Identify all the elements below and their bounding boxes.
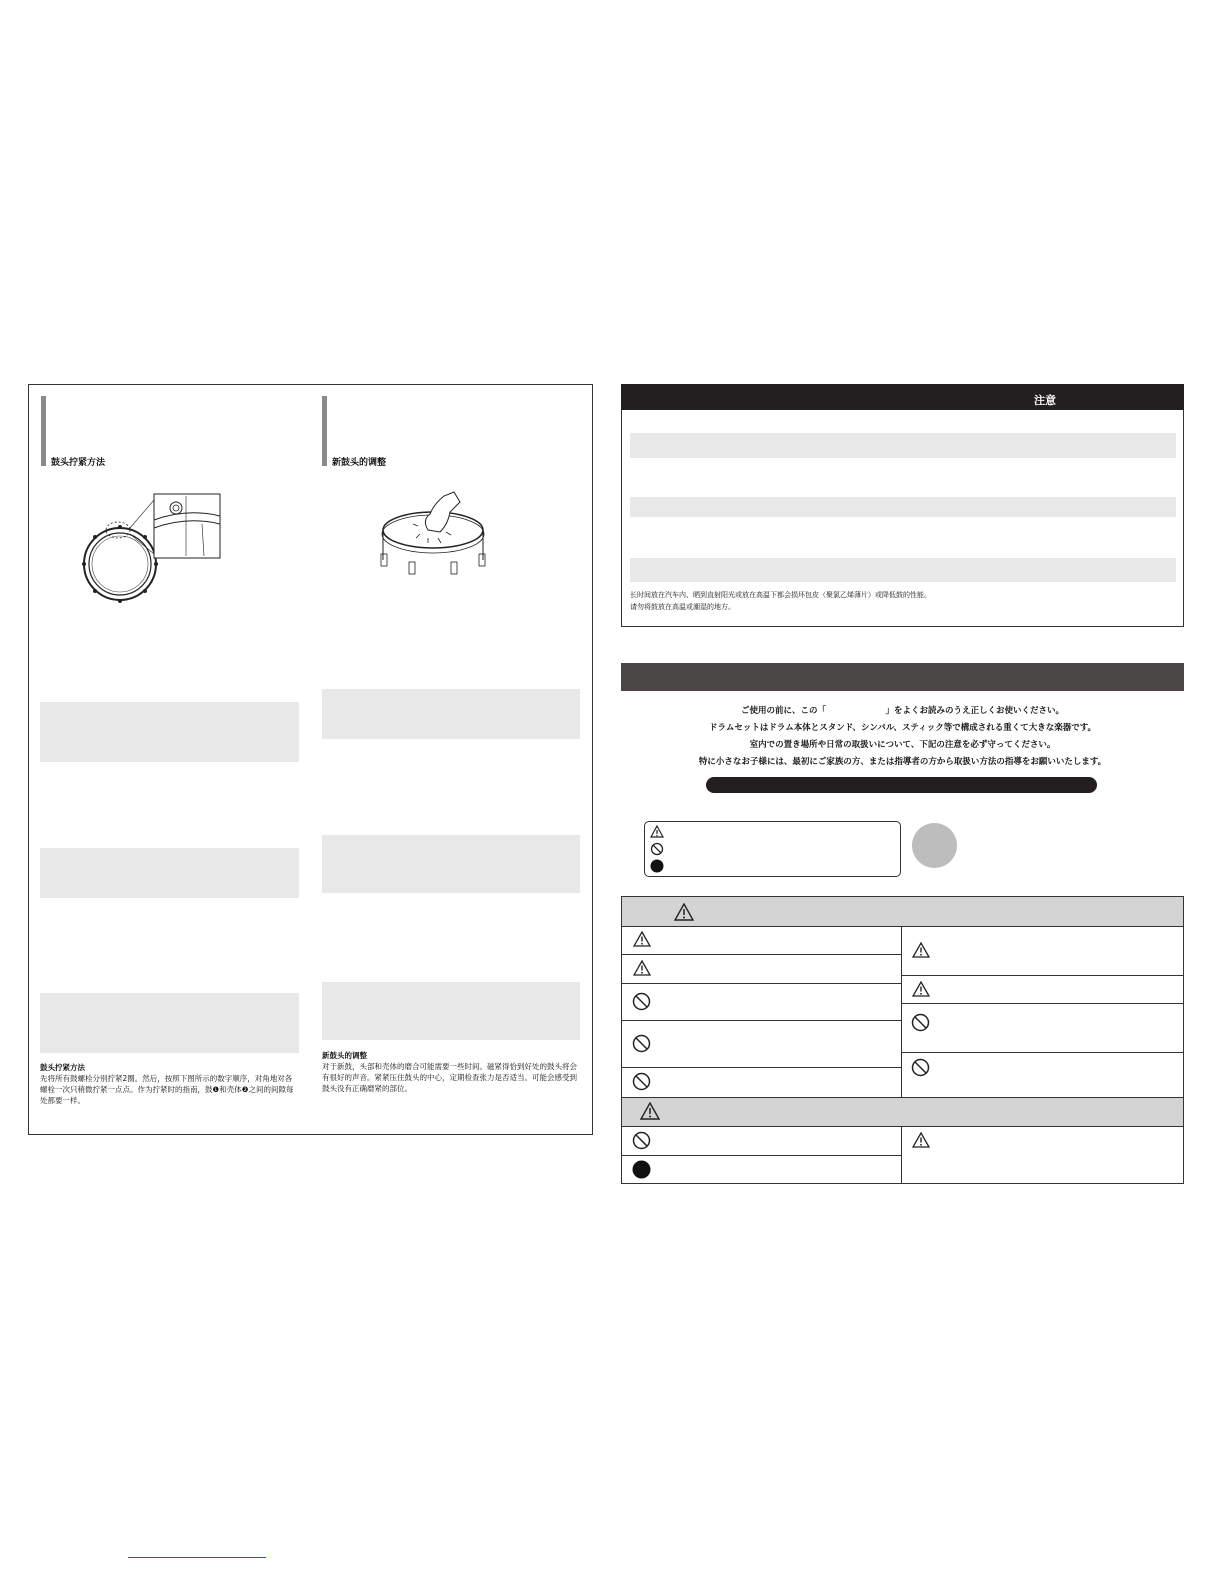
- table-divider: [622, 1155, 901, 1156]
- table-divider: [901, 1126, 902, 1183]
- safety-intro-line: ご使用の前に、この「 」をよくお読みのうえ正しくお使いください。: [740, 706, 1064, 716]
- safety-intro: [621, 704, 1184, 772]
- warning-triangle-icon: [650, 825, 664, 838]
- safety-intro-line: 室内での置き場所や日常の取扱いについて、下記の注意を必ず守ってください。: [749, 740, 1056, 750]
- warning-triangle-icon: [912, 942, 930, 958]
- safety-section-bar: [621, 663, 1184, 691]
- table-divider: [901, 926, 902, 1097]
- new-head-instructions: [322, 1050, 580, 1094]
- grey-circle-mark: [912, 823, 957, 868]
- warning-header-icon: [674, 903, 694, 921]
- grey-info-box: [322, 689, 580, 739]
- safety-intro-line: ドラムセットはドラム本体とスタンド、シンバル、スティック等で構成される重くて大きな楽器です。: [708, 723, 1097, 733]
- caution-note-line: 长时间放在汽车内、晒到直射阳光或放在高温下都会损坏包皮（聚氯乙烯薄片）或降低鼓的性能。: [630, 591, 931, 599]
- section-title-new-head: 新鼓头的调整: [332, 458, 387, 468]
- symbol-legend: [644, 821, 901, 877]
- table-divider: [622, 983, 901, 984]
- tightening-instructions-heading: 鼓头拧紧方法: [40, 1063, 85, 1072]
- table-divider: [622, 1020, 901, 1021]
- prohibited-icon: [632, 992, 651, 1011]
- prohibited-icon: [632, 1131, 651, 1150]
- drum-tightening-illustration: [82, 490, 222, 615]
- table-divider: [902, 1052, 1183, 1053]
- new-head-instructions-text: 对于新鼓，头部和壳体的磨合可能需要一些时间。磁紧得恰到好处的鼓头将会有很好的声音。紧紧压住鼓头的中心，定期检查张力是否适当。可能会感受到鼓头没有正确磨紧的部位。: [322, 1062, 577, 1093]
- warning-table-header: [622, 897, 1183, 927]
- grey-caution-row: [630, 497, 1176, 517]
- warning-table: [621, 896, 1184, 1184]
- grey-info-box: [40, 993, 299, 1053]
- section-title-tightening: 鼓头拧紧方法: [51, 458, 106, 468]
- warning-triangle-icon: [912, 981, 930, 997]
- grey-caution-row: [630, 433, 1176, 458]
- mandatory-icon: [632, 1160, 651, 1179]
- section-accent-bar: [41, 396, 46, 466]
- prohibited-icon: [911, 1013, 930, 1032]
- prohibited-icon: [632, 1034, 651, 1053]
- table-divider: [902, 975, 1183, 976]
- grey-info-box: [40, 848, 299, 898]
- warning-triangle-icon: [633, 960, 651, 976]
- prohibited-icon: [911, 1058, 930, 1077]
- mandatory-icon: [650, 859, 664, 873]
- hand-pressing-drum-illustration: [378, 490, 493, 580]
- safety-pill-banner: [706, 777, 1097, 793]
- grey-info-box: [322, 982, 580, 1040]
- new-head-instructions-heading: 新鼓头的调整: [322, 1051, 367, 1060]
- tightening-instructions-text: 先将所有鼓螺栓分别拧紧2圈。然后，按照下图所示的数字顺序，对角地对各螺栓一次只稍微拧紧一点点。作为拧紧时的指南，鼓❶和壳体❷之间的间隙每处都要一样。: [40, 1074, 294, 1105]
- table-divider: [622, 1067, 901, 1068]
- caution-note-line: 请勿将鼓放在高温或潮湿的地方。: [630, 603, 735, 611]
- grey-info-box: [40, 702, 299, 762]
- caution-label: 注意: [1034, 394, 1056, 407]
- caution-header-bar: [621, 384, 1184, 410]
- caution-header-icon: [640, 1102, 660, 1120]
- grey-caution-row: [630, 558, 1176, 582]
- caution-note: [630, 589, 1176, 613]
- prohibited-icon: [632, 1072, 651, 1091]
- tightening-instructions: [40, 1062, 299, 1106]
- table-divider: [622, 954, 901, 955]
- section-accent-bar: [322, 396, 327, 466]
- safety-intro-line: 特に小さなお子様には、最初にご家族の方、または指導者の方から取扱い方法の指導をお願いいたします。: [698, 757, 1107, 767]
- warning-triangle-icon: [633, 931, 651, 947]
- grey-info-box: [322, 835, 580, 893]
- link-underline[interactable]: [128, 1557, 266, 1558]
- table-divider: [902, 1003, 1183, 1004]
- prohibited-icon: [650, 842, 664, 856]
- warning-triangle-icon: [912, 1132, 930, 1148]
- caution-table-header: [622, 1097, 1183, 1127]
